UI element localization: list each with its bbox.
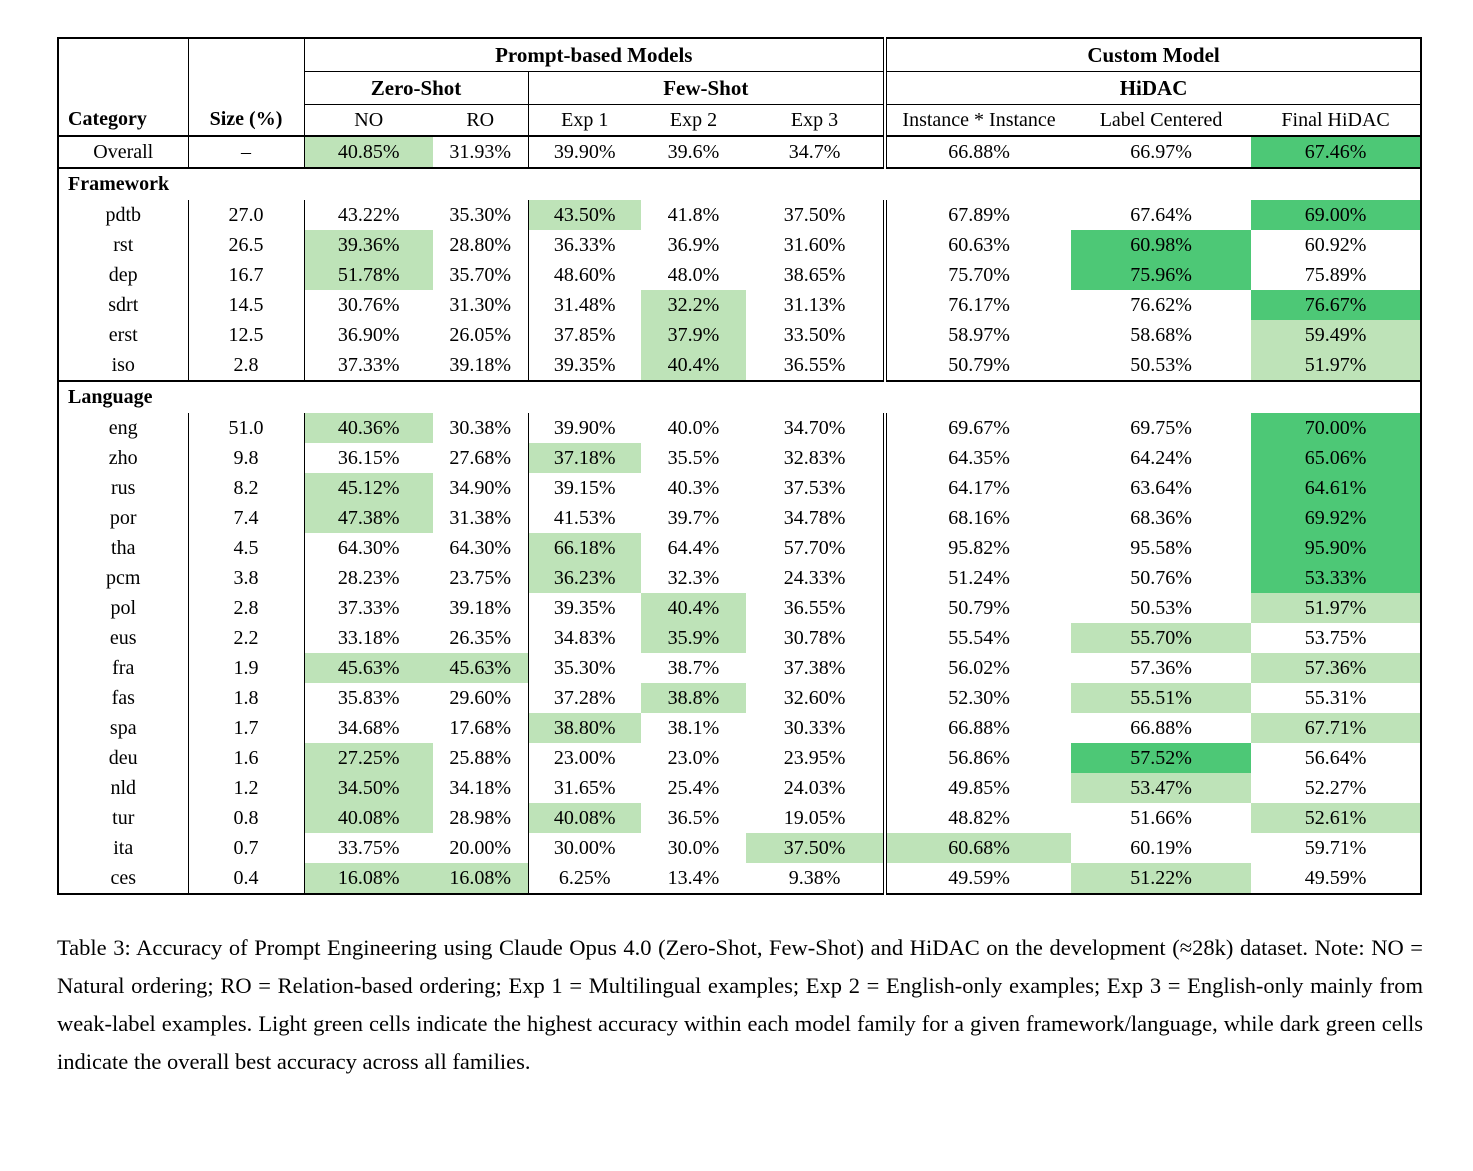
value-cell: 60.92% xyxy=(1304,233,1367,256)
value-cell: 65.06% xyxy=(1251,443,1421,473)
value-cell: 35.9% xyxy=(641,623,746,653)
size-cell: 8.2 xyxy=(188,473,304,503)
value-cell: 70.00% xyxy=(1251,413,1421,443)
value-cell: 66.18% xyxy=(528,533,641,563)
value-cell: 30.33% xyxy=(783,716,846,739)
value-cell: 75.89% xyxy=(1304,263,1367,286)
value-cell: 36.33% xyxy=(528,230,641,260)
value-cell: 60.68% xyxy=(885,833,1071,863)
category-cell: tur xyxy=(112,806,135,829)
value-cell: 57.52% xyxy=(1071,743,1251,773)
column-header-label-centered: Label Centered xyxy=(1071,105,1251,137)
value-cell: 37.9% xyxy=(641,320,746,350)
value-cell: 37.33% xyxy=(304,593,433,623)
value-cell: 76.62% xyxy=(1130,293,1192,316)
results-table xyxy=(57,37,1422,895)
table-row-tur xyxy=(58,803,1421,833)
category-cell: ita xyxy=(113,836,134,859)
value-cell: 13.4% xyxy=(667,866,720,889)
value-cell: 20.00% xyxy=(449,836,512,859)
table-row-zho xyxy=(58,443,1421,473)
value-cell: 26.05% xyxy=(449,323,512,346)
value-cell: 57.70% xyxy=(783,536,846,559)
size-cell: 14.5 xyxy=(188,290,304,320)
size-cell: 2.8 xyxy=(188,593,304,623)
value-cell: 31.65% xyxy=(528,773,641,803)
value-cell: 37.50% xyxy=(746,833,885,863)
value-cell: 64.4% xyxy=(667,536,720,559)
value-cell: 31.38% xyxy=(449,506,512,529)
value-cell: 23.75% xyxy=(449,566,512,589)
value-cell: 37.28% xyxy=(528,683,641,713)
value-cell: 33.50% xyxy=(783,323,846,346)
group-header-prompt-models: Prompt-based Models xyxy=(304,38,885,72)
value-cell: 95.90% xyxy=(1251,533,1421,563)
size-cell: 16.7 xyxy=(188,260,304,290)
category-cell: eus xyxy=(109,626,137,649)
value-cell: 35.83% xyxy=(304,683,433,713)
value-cell: 45.63% xyxy=(304,653,433,683)
group-header-row xyxy=(58,38,1421,72)
value-cell: 40.08% xyxy=(304,803,433,833)
table-row-deu xyxy=(58,743,1421,773)
value-cell: 56.64% xyxy=(1304,746,1367,769)
value-cell: 31.93% xyxy=(449,140,512,163)
value-cell: 39.90% xyxy=(528,136,641,168)
value-cell: 30.38% xyxy=(449,416,512,439)
value-cell: 40.4% xyxy=(641,350,746,381)
subgroup-header-zero-shot: Zero-Shot xyxy=(304,72,528,105)
value-cell: 35.70% xyxy=(449,263,512,286)
value-cell: 36.55% xyxy=(783,353,846,376)
table-row-pol xyxy=(58,593,1421,623)
value-cell: 31.30% xyxy=(449,293,512,316)
value-cell: 50.79% xyxy=(885,350,1071,381)
value-cell: 39.18% xyxy=(449,353,512,376)
value-cell: 38.7% xyxy=(667,656,720,679)
value-cell: 38.8% xyxy=(641,683,746,713)
blank-cell xyxy=(58,38,188,72)
value-cell: 29.60% xyxy=(449,686,512,709)
table-row-nld xyxy=(58,773,1421,803)
column-header-exp3: Exp 3 xyxy=(746,105,885,137)
blank-cell xyxy=(188,38,304,72)
value-cell: 40.85% xyxy=(304,136,433,168)
value-cell: 31.48% xyxy=(528,290,641,320)
value-cell: 27.68% xyxy=(449,446,512,469)
value-cell: 51.97% xyxy=(1251,593,1421,623)
table-row-eng xyxy=(58,413,1421,443)
value-cell: 28.80% xyxy=(449,233,512,256)
value-cell: 67.71% xyxy=(1251,713,1421,743)
category-cell: erst xyxy=(108,323,138,346)
value-cell: 34.68% xyxy=(304,713,433,743)
value-cell: 69.75% xyxy=(1130,416,1192,439)
value-cell: 16.08% xyxy=(304,863,433,894)
value-cell: 30.00% xyxy=(528,833,641,863)
category-cell: tha xyxy=(111,536,136,559)
value-cell: 36.15% xyxy=(304,443,433,473)
value-cell: 23.0% xyxy=(667,746,720,769)
size-cell: 51.0 xyxy=(188,413,304,443)
value-cell: 26.35% xyxy=(449,626,512,649)
value-cell: 28.98% xyxy=(449,806,512,829)
size-cell: 7.4 xyxy=(188,503,304,533)
value-cell: 66.88% xyxy=(885,136,1071,168)
value-cell: 41.53% xyxy=(528,503,641,533)
value-cell: 32.83% xyxy=(783,446,846,469)
value-cell: 36.9% xyxy=(667,233,720,256)
value-cell: 33.75% xyxy=(304,833,433,863)
section-row-language xyxy=(58,381,1421,413)
section-label: Framework xyxy=(58,168,1421,200)
category-cell: pcm xyxy=(106,566,141,589)
value-cell: 64.30% xyxy=(449,536,512,559)
value-cell: 31.60% xyxy=(783,233,846,256)
value-cell: 37.85% xyxy=(528,320,641,350)
value-cell: 48.60% xyxy=(528,260,641,290)
value-cell: 57.36% xyxy=(1251,653,1421,683)
category-cell: rst xyxy=(113,233,134,256)
value-cell: 38.65% xyxy=(783,263,846,286)
value-cell: 34.7% xyxy=(788,140,841,163)
value-cell: 34.18% xyxy=(449,776,512,799)
table-row-pcm xyxy=(58,563,1421,593)
value-cell: 64.30% xyxy=(304,533,433,563)
value-cell: 95.82% xyxy=(885,533,1071,563)
size-cell: – xyxy=(188,136,304,168)
value-cell: 30.0% xyxy=(667,836,720,859)
value-cell: 6.25% xyxy=(528,863,641,894)
table-row-ita xyxy=(58,833,1421,863)
size-cell: 1.2 xyxy=(188,773,304,803)
value-cell: 50.53% xyxy=(1130,596,1192,619)
value-cell: 49.85% xyxy=(885,773,1071,803)
size-cell: 0.8 xyxy=(188,803,304,833)
value-cell: 66.88% xyxy=(885,713,1071,743)
size-cell: 9.8 xyxy=(188,443,304,473)
value-cell: 67.46% xyxy=(1251,136,1421,168)
size-cell: 2.2 xyxy=(188,623,304,653)
value-cell: 75.70% xyxy=(885,260,1071,290)
value-cell: 59.49% xyxy=(1251,320,1421,350)
value-cell: 32.60% xyxy=(783,686,846,709)
column-header-no: NO xyxy=(304,105,433,137)
value-cell: 59.71% xyxy=(1304,836,1367,859)
value-cell: 60.19% xyxy=(1130,836,1192,859)
value-cell: 32.3% xyxy=(667,566,720,589)
value-cell: 19.05% xyxy=(783,806,846,829)
value-cell: 25.88% xyxy=(449,746,512,769)
value-cell: 53.47% xyxy=(1071,773,1251,803)
value-cell: 66.97% xyxy=(1130,140,1192,163)
value-cell: 49.59% xyxy=(1304,866,1367,889)
value-cell: 67.64% xyxy=(1130,203,1192,226)
value-cell: 37.50% xyxy=(783,203,846,226)
size-cell: 0.4 xyxy=(188,863,304,894)
value-cell: 66.88% xyxy=(1130,716,1192,739)
value-cell: 30.78% xyxy=(783,626,846,649)
value-cell: 36.23% xyxy=(528,563,641,593)
value-cell: 53.75% xyxy=(1304,626,1367,649)
value-cell: 39.6% xyxy=(667,140,720,163)
value-cell: 64.17% xyxy=(885,473,1071,503)
size-cell: 2.8 xyxy=(188,350,304,381)
category-cell: eng xyxy=(108,416,138,439)
value-cell: 64.61% xyxy=(1251,473,1421,503)
value-cell: 38.1% xyxy=(667,716,720,739)
table-row-spa xyxy=(58,713,1421,743)
value-cell: 32.2% xyxy=(641,290,746,320)
table-row-fra xyxy=(58,653,1421,683)
category-cell: zho xyxy=(108,446,138,469)
size-cell: 3.8 xyxy=(188,563,304,593)
value-cell: 34.50% xyxy=(304,773,433,803)
category-cell: spa xyxy=(109,716,137,739)
value-cell: 63.64% xyxy=(1130,476,1192,499)
value-cell: 39.35% xyxy=(528,593,641,623)
value-cell: 69.67% xyxy=(885,413,1071,443)
value-cell: 24.33% xyxy=(783,566,846,589)
table-caption: Table 3: Accuracy of Prompt Engineering using Claude Opus 4.0 (Zero-Shot, Few-Shot) and HiDAC on the development (≈28k) dataset. Note: NO = Natural ordering; RO = Relation-based ordering; Exp 1 = Multilingual examples; Exp 2 = English-only examples; Exp 3 = English-only mainly from weak-label examples. Light green cells indicate the highest accuracy within each model family for a given framework/language, while dark green cells indicate the overall best accuracy across all families. xyxy=(57,935,1423,1074)
category-cell: fra xyxy=(112,656,135,679)
value-cell: 64.35% xyxy=(885,443,1071,473)
value-cell: 60.98% xyxy=(1071,230,1251,260)
value-cell: 34.83% xyxy=(528,623,641,653)
value-cell: 56.02% xyxy=(885,653,1071,683)
value-cell: 51.22% xyxy=(1071,863,1251,894)
value-cell: 55.51% xyxy=(1071,683,1251,713)
value-cell: 23.00% xyxy=(528,743,641,773)
value-cell: 35.30% xyxy=(449,203,512,226)
table-row-overall xyxy=(58,136,1421,168)
value-cell: 68.16% xyxy=(885,503,1071,533)
value-cell: 69.00% xyxy=(1251,200,1421,230)
value-cell: 57.36% xyxy=(1130,656,1192,679)
value-cell: 53.33% xyxy=(1251,563,1421,593)
table-row-dep xyxy=(58,260,1421,290)
size-cell: 12.5 xyxy=(188,320,304,350)
value-cell: 41.8% xyxy=(667,203,720,226)
group-header-custom-model: Custom Model xyxy=(885,38,1421,72)
value-cell: 48.82% xyxy=(885,803,1071,833)
column-header-instance-instance: Instance * Instance xyxy=(885,105,1071,137)
value-cell: 25.4% xyxy=(667,776,720,799)
value-cell: 45.63% xyxy=(433,653,528,683)
value-cell: 51.97% xyxy=(1251,350,1421,381)
value-cell: 58.97% xyxy=(885,320,1071,350)
column-header-exp1: Exp 1 xyxy=(528,105,641,137)
value-cell: 40.36% xyxy=(304,413,433,443)
value-cell: 34.70% xyxy=(783,416,846,439)
value-cell: 37.53% xyxy=(783,476,846,499)
table-row-erst xyxy=(58,320,1421,350)
size-cell: 0.7 xyxy=(188,833,304,863)
value-cell: 37.33% xyxy=(304,350,433,381)
table-row-iso xyxy=(58,350,1421,381)
value-cell: 23.95% xyxy=(783,746,846,769)
subgroup-header-row xyxy=(58,72,1421,105)
table-row-ces xyxy=(58,863,1421,894)
category-cell: nld xyxy=(110,776,137,799)
value-cell: 43.22% xyxy=(304,200,433,230)
value-cell: 52.61% xyxy=(1251,803,1421,833)
value-cell: 38.80% xyxy=(528,713,641,743)
value-cell: 36.55% xyxy=(783,596,846,619)
value-cell: 69.92% xyxy=(1251,503,1421,533)
value-cell: 52.30% xyxy=(885,683,1071,713)
category-cell: deu xyxy=(108,746,138,769)
category-cell: ces xyxy=(110,866,137,889)
value-cell: 39.15% xyxy=(528,473,641,503)
table-row-rst xyxy=(58,230,1421,260)
value-cell: 76.17% xyxy=(885,290,1071,320)
value-cell: 56.86% xyxy=(885,743,1071,773)
value-cell: 35.30% xyxy=(528,653,641,683)
value-cell: 30.76% xyxy=(304,290,433,320)
value-cell: 40.3% xyxy=(667,476,720,499)
value-cell: 60.63% xyxy=(885,230,1071,260)
category-cell: dep xyxy=(108,263,138,286)
value-cell: 34.78% xyxy=(783,506,846,529)
section-label: Language xyxy=(58,381,1421,413)
column-header-size: Size (%) xyxy=(188,105,304,137)
subgroup-header-few-shot: Few-Shot xyxy=(528,72,885,105)
table-row-pdtb xyxy=(58,200,1421,230)
value-cell: 27.25% xyxy=(304,743,433,773)
value-cell: 35.5% xyxy=(667,446,720,469)
size-cell: 4.5 xyxy=(188,533,304,563)
table-row-eus xyxy=(58,623,1421,653)
section-row-framework xyxy=(58,168,1421,200)
value-cell: 49.59% xyxy=(885,863,1071,894)
value-cell: 40.08% xyxy=(528,803,641,833)
value-cell: 39.36% xyxy=(304,230,433,260)
size-cell: 1.6 xyxy=(188,743,304,773)
table-row-fas xyxy=(58,683,1421,713)
value-cell: 40.0% xyxy=(667,416,720,439)
value-cell: 48.0% xyxy=(667,263,720,286)
value-cell: 51.78% xyxy=(304,260,433,290)
value-cell: 33.18% xyxy=(304,623,433,653)
value-cell: 50.79% xyxy=(885,593,1071,623)
table-row-tha xyxy=(58,533,1421,563)
size-cell: 1.7 xyxy=(188,713,304,743)
blank-cell xyxy=(58,72,188,105)
value-cell: 45.12% xyxy=(304,473,433,503)
value-cell: 36.5% xyxy=(667,806,720,829)
value-cell: 55.54% xyxy=(885,623,1071,653)
value-cell: 39.18% xyxy=(449,596,512,619)
subgroup-header-hidac: HiDAC xyxy=(885,72,1421,105)
table-row-sdrt xyxy=(58,290,1421,320)
value-cell: 55.70% xyxy=(1071,623,1251,653)
value-cell: 50.53% xyxy=(1130,353,1192,376)
value-cell: 36.90% xyxy=(304,320,433,350)
column-header-ro: RO xyxy=(433,105,528,137)
category-cell: pol xyxy=(110,596,137,619)
size-cell: 1.8 xyxy=(188,683,304,713)
category-cell: fas xyxy=(111,686,135,709)
value-cell: 52.27% xyxy=(1304,776,1367,799)
column-header-final-hidac: Final HiDAC xyxy=(1251,105,1421,137)
value-cell: 64.24% xyxy=(1130,446,1192,469)
category-cell: Overall xyxy=(93,140,154,163)
column-header-row xyxy=(58,105,1421,137)
value-cell: 39.90% xyxy=(528,413,641,443)
table-row-rus xyxy=(58,473,1421,503)
value-cell: 34.90% xyxy=(449,476,512,499)
table-row-por xyxy=(58,503,1421,533)
value-cell: 39.35% xyxy=(528,350,641,381)
value-cell: 16.08% xyxy=(433,863,528,894)
size-cell: 26.5 xyxy=(188,230,304,260)
value-cell: 40.4% xyxy=(641,593,746,623)
value-cell: 51.66% xyxy=(1130,806,1192,829)
value-cell: 76.67% xyxy=(1251,290,1421,320)
value-cell: 24.03% xyxy=(783,776,846,799)
value-cell: 43.50% xyxy=(528,200,641,230)
value-cell: 47.38% xyxy=(304,503,433,533)
size-cell: 1.9 xyxy=(188,653,304,683)
value-cell: 95.58% xyxy=(1130,536,1192,559)
value-cell: 37.38% xyxy=(783,656,846,679)
value-cell: 75.96% xyxy=(1071,260,1251,290)
category-cell: sdrt xyxy=(108,293,139,316)
category-cell: rus xyxy=(111,476,136,499)
value-cell: 51.24% xyxy=(885,563,1071,593)
value-cell: 9.38% xyxy=(788,866,841,889)
value-cell: 17.68% xyxy=(449,716,512,739)
category-cell: por xyxy=(109,506,137,529)
column-header-exp2: Exp 2 xyxy=(641,105,746,137)
value-cell: 50.76% xyxy=(1130,566,1192,589)
size-cell: 27.0 xyxy=(188,200,304,230)
value-cell: 28.23% xyxy=(304,563,433,593)
value-cell: 31.13% xyxy=(783,293,846,316)
value-cell: 67.89% xyxy=(885,200,1071,230)
column-header-category: Category xyxy=(58,105,188,137)
category-cell: pdtb xyxy=(105,203,142,226)
value-cell: 37.18% xyxy=(528,443,641,473)
category-cell: iso xyxy=(111,353,135,376)
value-cell: 58.68% xyxy=(1130,323,1192,346)
value-cell: 68.36% xyxy=(1130,506,1192,529)
blank-cell xyxy=(188,72,304,105)
value-cell: 55.31% xyxy=(1304,686,1367,709)
value-cell: 39.7% xyxy=(667,506,720,529)
